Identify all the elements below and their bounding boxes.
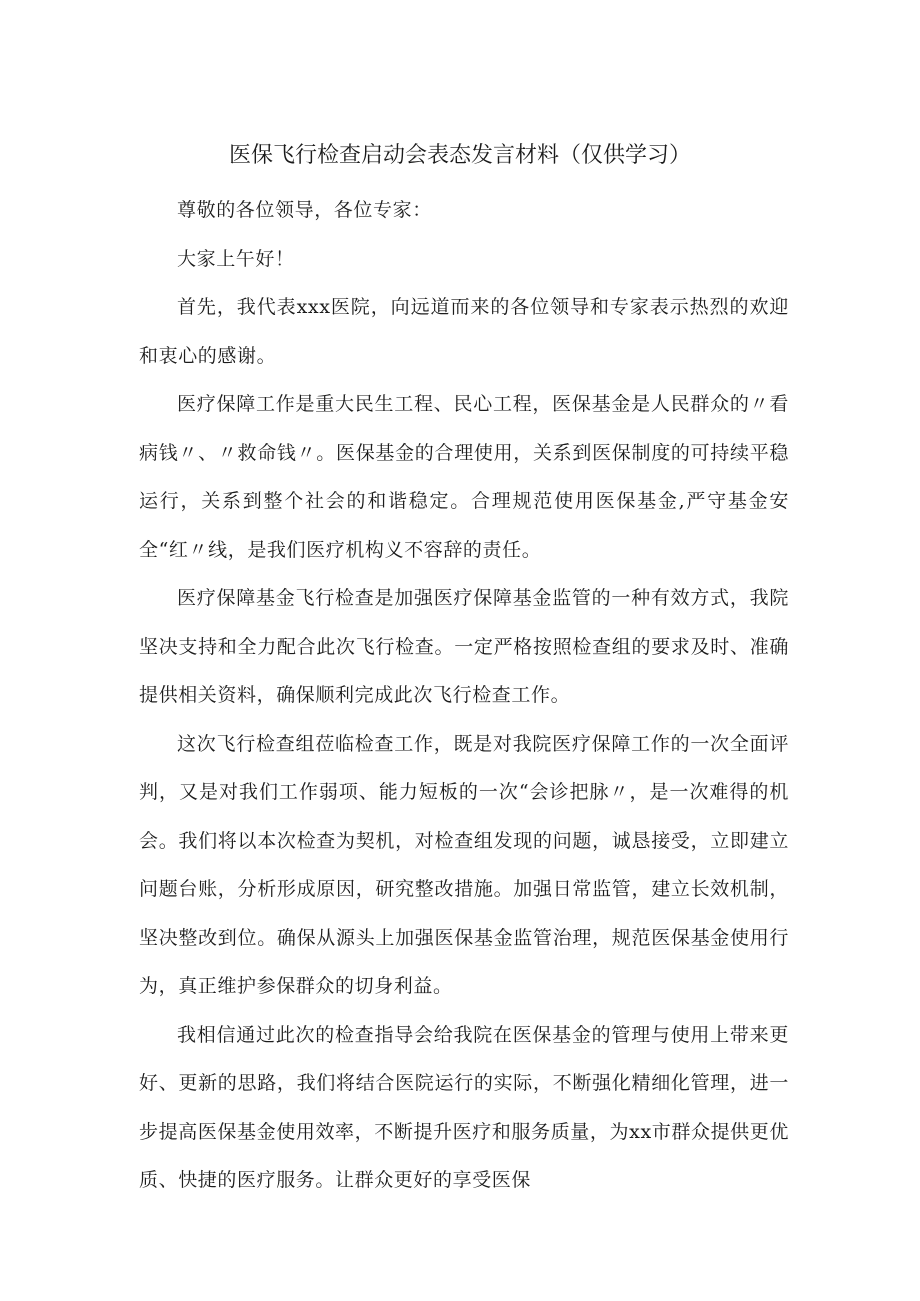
paragraph-outlook: 我相信通过此次的检查指导会给我院在医保基金的管理与使用上带来更好、更新的思路，我们将结合医院运行的实际，不断强化精细化管理，进一步提高医保基金使用效率，不断提升医疗和服务质量，为xx市群众提供更优质、快捷的医疗服务。让群众更好的享受医保 <box>139 1023 789 1191</box>
salutation: 尊敬的各位领导，各位专家： <box>177 199 432 221</box>
greeting: 大家上午好！ <box>177 247 295 270</box>
document-title: 医保飞行检查启动会表态发言材料（仅供学习） <box>228 143 691 168</box>
paragraph-commitment: 这次飞行检查组莅临检查工作，既是对我院医疗保障工作的一次全面评判，又是对我们工作弱项、能力短板的一次“会诊把脉〃，是一次难得的机会。我们将以本次检查为契机，对检查组发现的问题，诚恳接受，立即建立问题台账，分析形成原因，研究整改措施。加强日常监管，建立长效机制，坚决整改到位。确保从源头上加强医保基金监管治理，规范医保基金使用行为，真正维护参保群众的切身利益。 <box>139 732 789 997</box>
paragraph-welcome: 首先，我代表xxx医院，向远道而来的各位领导和专家表示热烈的欢迎和衷心的感谢。 <box>139 296 789 367</box>
paragraph-support: 医疗保障基金飞行检查是加强医疗保障基金监管的一种有效方式，我院坚决支持和全力配合此次飞行检查。一定严格按照检查组的要求及时、准确提供相关资料，确保顺利完成此次飞行检查工作。 <box>139 587 789 706</box>
paragraph-importance: 医疗保障工作是重大民生工程、民心工程，医保基金是人民群众的〃看病钱〃、〃救命钱〃。医保基金的合理使用，关系到医保制度的可持续平稳运行，关系到整个社会的和谐稳定。合理规范使用医保基金,严守基金安全“红〃线，是我们医疗机构义不容辞的责任。 <box>139 393 789 561</box>
document-body <box>139 186 789 1205</box>
